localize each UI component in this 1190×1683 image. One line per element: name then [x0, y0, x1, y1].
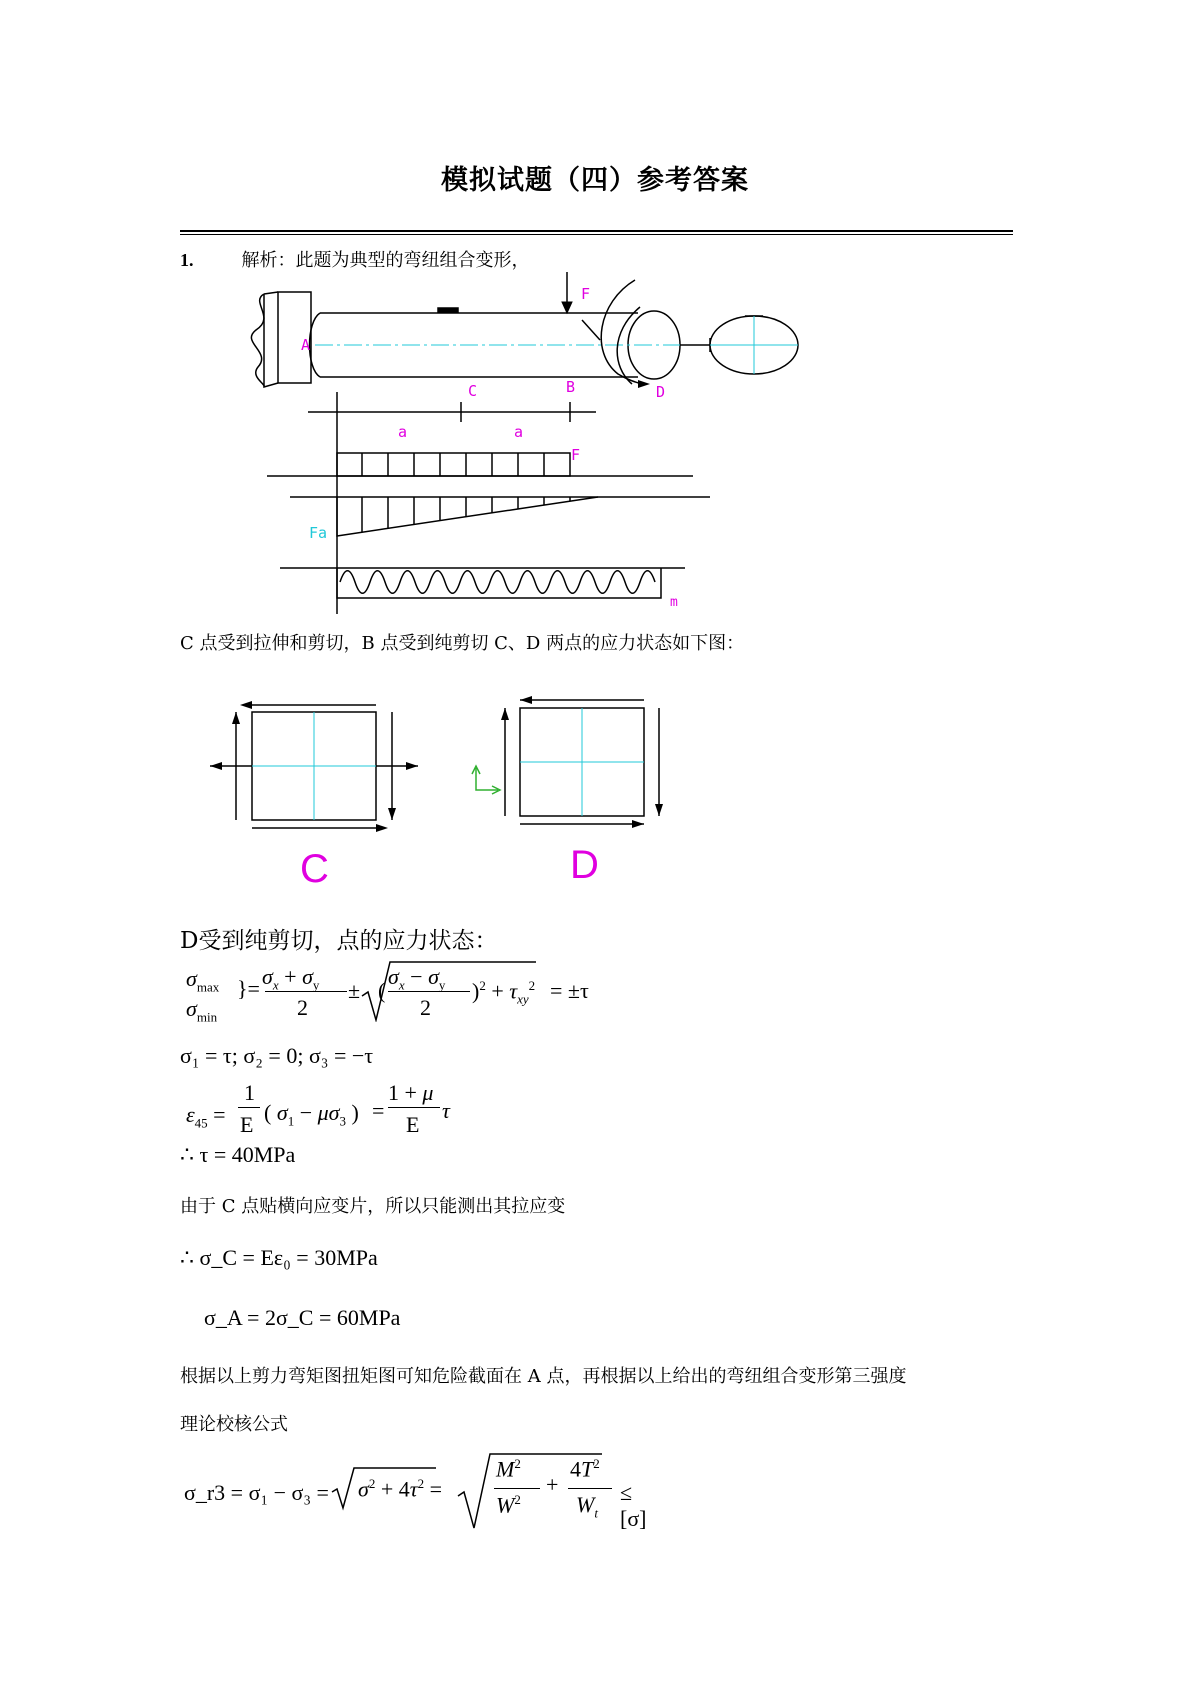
strain-45-formula: $\varepsilon_{45}$ = 1 E ( $\sigma_1 - \mu\sigma_3$ ) = 1 + μ E τ — [186, 1080, 450, 1137]
label-fa: Fa — [309, 524, 328, 542]
label-a-dim-1: a — [398, 423, 408, 441]
label-element-d: D — [570, 843, 599, 887]
r3-rhs: ≤ [σ] — [620, 1480, 647, 1531]
eps-subscript: 45 — [194, 1115, 208, 1131]
sigma-a-result: σ_A = 2σ_C = 60MPa — [204, 1305, 401, 1330]
sigma-max-symbol: σ — [186, 966, 197, 991]
sub-min: min — [196, 1009, 218, 1025]
conclusion-line-2: 理论校核公式 — [180, 1414, 288, 1435]
epsilon-symbol: ε — [186, 1102, 195, 1127]
question-1-intro — [180, 246, 530, 272]
r3-lhs: σ_r3 = σ₁ − σ₃ = — [184, 1480, 329, 1505]
title-rule — [180, 230, 1013, 232]
question-number: 1. — [180, 250, 194, 270]
axis-indicator — [472, 766, 500, 794]
stress-state-intro: C 点受到拉伸和剪切，B 点受到纯剪切 C、D 两点的应力状态如下图： — [180, 633, 745, 654]
bending-moment-diagram — [290, 497, 710, 536]
third-strength-formula: σ_r3 = σ₁ − σ₃ = $\sigma^2 + 4\tau^2$ = $M^2$ $W^2$ + $4T^2$ $W_t$ ≤ [σ] — [180, 1450, 660, 1530]
shaft-body — [310, 308, 681, 379]
page-title: 模拟试题（四）参考答案 — [441, 165, 749, 196]
label-a-point: A — [301, 336, 311, 354]
stress-element-figure — [180, 690, 700, 900]
label-d-point: D — [656, 383, 666, 401]
question-1-text: 解析：此题为典型的弯纽组合变形， — [241, 250, 530, 271]
label-a-dim-2: a — [514, 423, 524, 441]
dimension-line — [308, 402, 596, 422]
title-rule-thin — [180, 234, 1013, 235]
conclusion-line-1: 根据以上剪力弯矩图扭矩图可知危险截面在 A 点，再根据以上给出的弯纽组合变形第三强度 — [180, 1366, 907, 1387]
torque-arrowhead — [638, 380, 650, 388]
d-pure-shear-heading: D受到纯剪切，点的应力状态： — [180, 928, 498, 954]
force-arrow — [562, 272, 572, 313]
shaft-diagram — [180, 272, 820, 617]
sigma-c-result: ∴ σ_C = Eε₀ = 30MPa — [180, 1245, 378, 1270]
label-shear-f: F — [571, 446, 581, 464]
strain-gauge-text: 由于 C 点贴横向应变片，所以只能测出其拉应变 — [180, 1196, 566, 1217]
principal-values-formula: σ₁ = τ; σ₂ = 0; σ₃ = −τ — [180, 1043, 374, 1068]
label-torque-m: m — [670, 595, 678, 610]
torque-diagram — [280, 568, 685, 598]
sub-max: max — [196, 979, 220, 995]
label-c-point: C — [468, 382, 478, 400]
label-element-c: C — [300, 847, 329, 891]
label-b-point: B — [566, 378, 576, 396]
principal-stress-formula: $\sigma_{max}$ $\sigma_{min}$ }= $\sigma_x + \sigma_y$ 2 ± ( $\sigma_x - \sigma_y$ 2 )$^2 + \tau_{xy}^2$ = ±τ — [180, 960, 600, 1030]
label-force-top: F — [581, 285, 591, 303]
shear-force-diagram — [267, 453, 693, 476]
tau-result: ∴ τ = 40MPa — [180, 1142, 296, 1167]
principal-stress-rhs: = ±τ — [550, 978, 589, 1003]
